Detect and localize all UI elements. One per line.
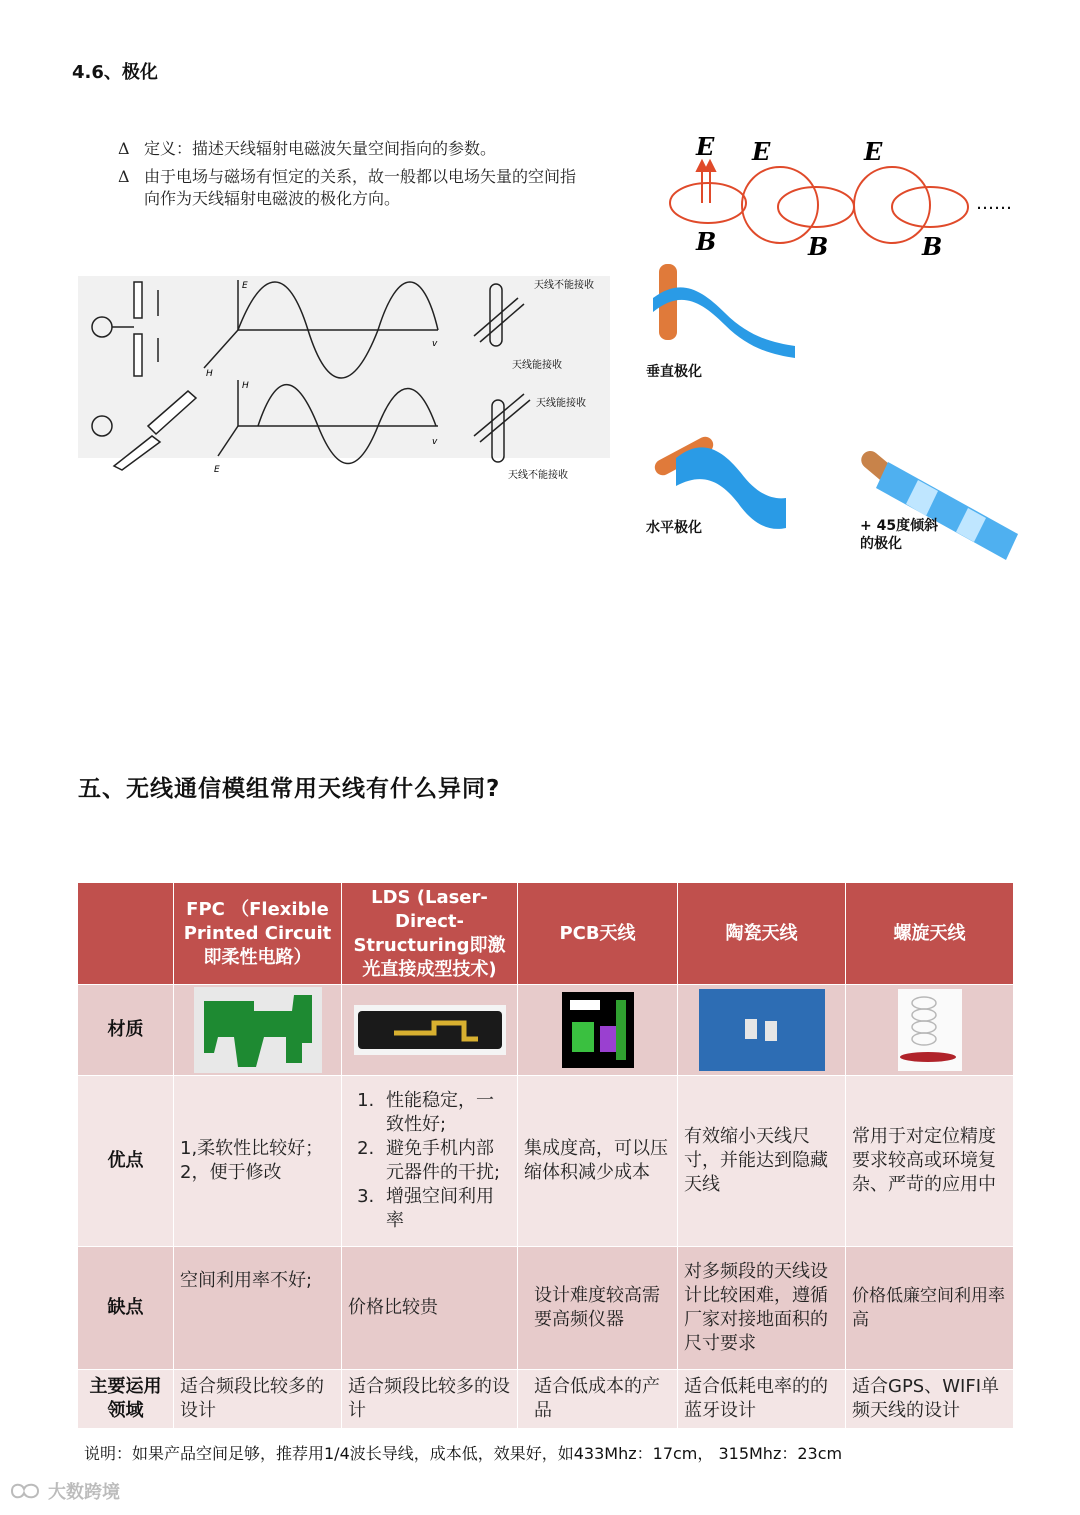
- header-ceramic: 陶瓷天线: [678, 883, 846, 985]
- list-item: 2. 避免手机内部元器件的干扰;: [380, 1137, 511, 1185]
- lds-pros: [342, 1076, 518, 1247]
- header-cell: [78, 883, 174, 985]
- comparison-question: 五、无线通信模组常用天线有什么异同?: [78, 776, 501, 802]
- watermark: [8, 1478, 120, 1504]
- row-label-cons: 缺点: [78, 1247, 174, 1370]
- horizontal-polarization-label: 水平极化: [646, 520, 702, 536]
- e-label: E: [864, 137, 883, 166]
- e-arrows: [697, 161, 715, 203]
- wave-note: 天线不能接收: [508, 470, 568, 481]
- table-row: [78, 985, 1014, 1076]
- eb-field-diagram: [640, 125, 1060, 265]
- helix-material-image: [846, 985, 1014, 1076]
- wave-sketch: [78, 276, 610, 481]
- bullet-text: 定义：描述天线辐射电磁波矢量空间指向的参数。: [144, 139, 497, 158]
- ceramic-material-image: [678, 985, 846, 1076]
- list-item: 3. 增强空间利用率: [380, 1185, 511, 1233]
- header-lds: LDS (Laser-Direct-Structuring即激光直接成型技术): [342, 883, 518, 985]
- lds-module-image: [354, 1005, 506, 1055]
- table-row: [78, 1076, 1014, 1247]
- pcb-usage: 适合低成本的产品: [518, 1370, 678, 1429]
- fpc-usage: 适合频段比较多的设计: [174, 1370, 342, 1429]
- helix-pros: 常用于对定位精度要求较高或环境复杂、严苛的应用中: [846, 1076, 1014, 1247]
- table-row: [78, 1370, 1014, 1429]
- watermark-text: 大数跨境: [48, 1482, 120, 1503]
- header-pcb: PCB天线: [518, 883, 678, 985]
- lds-usage: 适合频段比较多的设计: [342, 1370, 518, 1429]
- axis-e: E: [242, 281, 248, 291]
- list-item: 1. 性能稳定，一致性好;: [380, 1089, 511, 1137]
- row-label-material: 材质: [78, 985, 174, 1076]
- row-label-usage: 主要运用领域: [78, 1370, 174, 1429]
- axis-e: E: [214, 465, 220, 475]
- pcb-layout-image: [562, 992, 634, 1068]
- section-heading: 4.6、极化: [72, 62, 158, 83]
- lds-cons: 价格比较贵: [342, 1247, 518, 1370]
- table-header-row: [78, 883, 1014, 985]
- b-label: B: [808, 232, 829, 261]
- delta-icon: Δ: [118, 139, 130, 158]
- wave-note: 天线能接收: [536, 398, 586, 409]
- b-label: B: [696, 227, 717, 256]
- antenna-comparison-table: [77, 882, 1014, 1429]
- ceramic-chip-image: [699, 989, 825, 1071]
- definition-bullets: [118, 138, 588, 216]
- vertical-polarization-illustration: [645, 258, 805, 373]
- header-helix: 螺旋天线: [846, 883, 1014, 985]
- bullet-text: 由于电场与磁场有恒定的关系，故一般都以电场矢量的空间指向作为天线辐射电磁波的极化方向。: [144, 167, 577, 208]
- fpc-pros: 1,柔软性比较好；2，便于修改: [174, 1076, 342, 1247]
- wave-note: 天线不能接收: [534, 280, 594, 291]
- bullet-item: [118, 166, 588, 210]
- pcb-pros: 集成度高，可以压缩体积减少成本: [518, 1076, 678, 1247]
- footnote: 说明：如果产品空间足够，推荐用1/4波长导线，成本低，效果好，如433Mhz：17cm， 315Mhz：23cm: [84, 1444, 843, 1463]
- ceramic-cons: 对多频段的天线设计比较困难，遵循厂家对接地面积的尺寸要求: [678, 1247, 846, 1370]
- horizontal-polarization-illustration: [646, 428, 796, 533]
- e-label: E: [752, 137, 771, 166]
- axis-h: H: [242, 381, 249, 391]
- axis-v: v: [432, 437, 438, 447]
- pcb-cons: 设计难度较高需要高频仪器: [518, 1247, 678, 1370]
- watermark-logo-icon: [8, 1479, 42, 1503]
- e-label: E: [696, 132, 715, 161]
- wave-note: 天线能接收: [512, 360, 562, 371]
- ceramic-usage: 适合低耗电率的的蓝牙设计: [678, 1370, 846, 1429]
- ceramic-pros: 有效缩小天线尺寸，并能达到隐藏天线: [678, 1076, 846, 1247]
- lds-pros-list: [348, 1089, 511, 1233]
- fpc-cons: 空间利用率不好;: [174, 1247, 342, 1370]
- helix-antenna-image: [898, 989, 962, 1071]
- fpc-material-image: [174, 985, 342, 1076]
- header-fpc: FPC （Flexible Printed Circuit 即柔性电路）: [174, 883, 342, 985]
- helix-cons: 价格低廉空间利用率高: [846, 1247, 1014, 1370]
- axis-v: v: [432, 339, 438, 349]
- table-row: [78, 1247, 1014, 1370]
- bullet-item: [118, 138, 588, 160]
- helix-usage: 适合GPS、WIFI单频天线的设计: [846, 1370, 1014, 1429]
- lds-material-image: [342, 985, 518, 1076]
- row-label-pros: 优点: [78, 1076, 174, 1247]
- delta-icon: Δ: [118, 167, 130, 186]
- ellipsis: ……: [976, 193, 1012, 214]
- vertical-polarization-label: 垂直极化: [646, 364, 702, 380]
- pcb-material-image: [518, 985, 678, 1076]
- tilt-polarization-label: + 45度倾斜的极化: [860, 518, 939, 552]
- fpc-board-image: [194, 987, 322, 1073]
- wave-sketch-svg: [78, 276, 610, 481]
- b-label: B: [922, 232, 943, 261]
- axis-h: H: [206, 369, 213, 379]
